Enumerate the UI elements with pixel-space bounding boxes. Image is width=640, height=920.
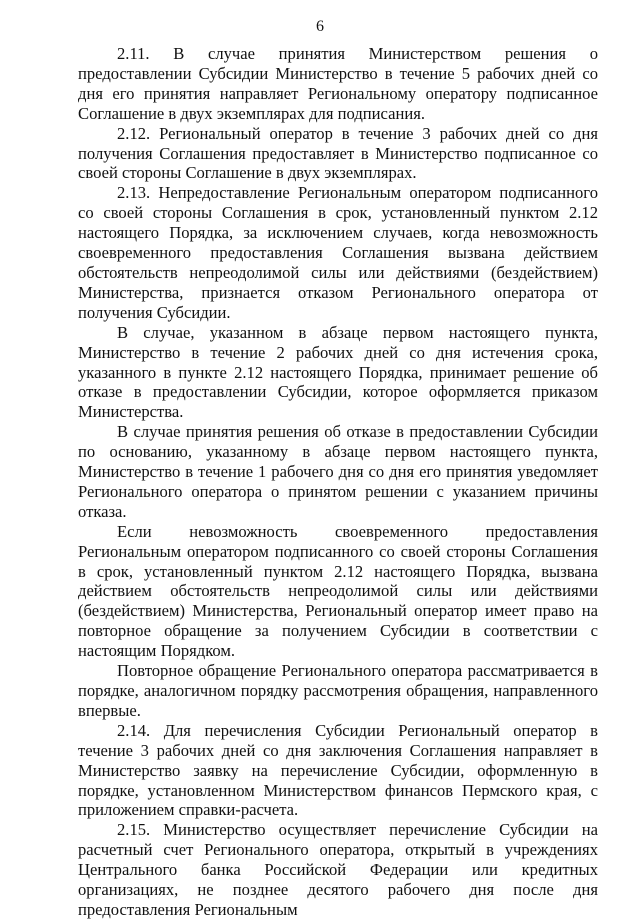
paragraph-2-15: 2.15. Министерство осуществляет перечисление Субсидии на расчетный счет Регионального оператора, открытый в учреждениях Центрального банка Российской Федерации или кредитных организациях, не позднее десятого рабочего дня после дня предоставления Региональным xyxy=(78,820,598,919)
paragraph-2-13: 2.13. Непредоставление Региональным оператором подписанного со своей стороны Соглашения в срок, установленный пунктом 2.12 настоящего Порядка, за исключением случаев, когда невозможность своевременного предоставления Соглашения вызвана действием обстоятельств непреодолимой силы или действиями (бездействием) Министерства, признается отказом Регионального оператора от получения Субсидии. xyxy=(78,183,598,322)
paragraph-2-12: 2.12. Региональный оператор в течение 3 рабочих дней со дня получения Соглашения предоставляет в Министерство подписанное со своей стороны Соглашение в двух экземплярах. xyxy=(78,123,598,183)
paragraph-2-13-second: В случае, указанном в абзаце первом настоящего пункта, Министерство в течение 2 рабочих дней со дня истечения срока, указанного в пункте 2.12 настоящего Порядка, принимает решение об отказе в предоставлении Субсидии, которое оформляется приказом Министерства. xyxy=(78,322,598,422)
page-number: 6 xyxy=(316,18,324,35)
paragraph-2-13-fourth: Если невозможность своевременного предоставления Региональным оператором подписанного со своей стороны Соглашения в срок, установленный пунктом 2.12 настоящего Порядка, вызвана действием обстоятельств непреодолимой силы или действиями (бездействием) Министерства, Региональный оператор имеет право на повторное обращение за получением Субсидии в соответствии с настоящим Порядком. xyxy=(78,521,598,661)
document-body xyxy=(78,44,598,920)
paragraph-2-11: 2.11. В случае принятия Министерством решения о предоставлении Субсидии Министерство в течение 5 рабочих дней со дня его принятия направляет Региональному оператору подписанное Соглашение в двух экземплярах для подписания. xyxy=(78,44,598,123)
paragraph-2-13-fifth: Повторное обращение Регионального оператора рассматривается в порядке, аналогичном порядку рассмотрения обращения, направленного впервые. xyxy=(78,661,598,720)
paragraph-2-14: 2.14. Для перечисления Субсидии Региональный оператор в течение 3 рабочих дней со дня заключения Соглашения направляет в Министерство заявку на перечисление Субсидии, оформленную в порядке, установленном Министерством финансов Пермского края, с приложением справки-расчета. xyxy=(78,720,598,820)
paragraph-2-13-third: В случае принятия решения об отказе в предоставлении Субсидии по основанию, указанному в абзаце первом настоящего пункта, Министерство в течение 1 рабочего дня со дня его принятия уведомляет Регионального оператора о принятом решении с указанием причины отказа. xyxy=(78,422,598,521)
